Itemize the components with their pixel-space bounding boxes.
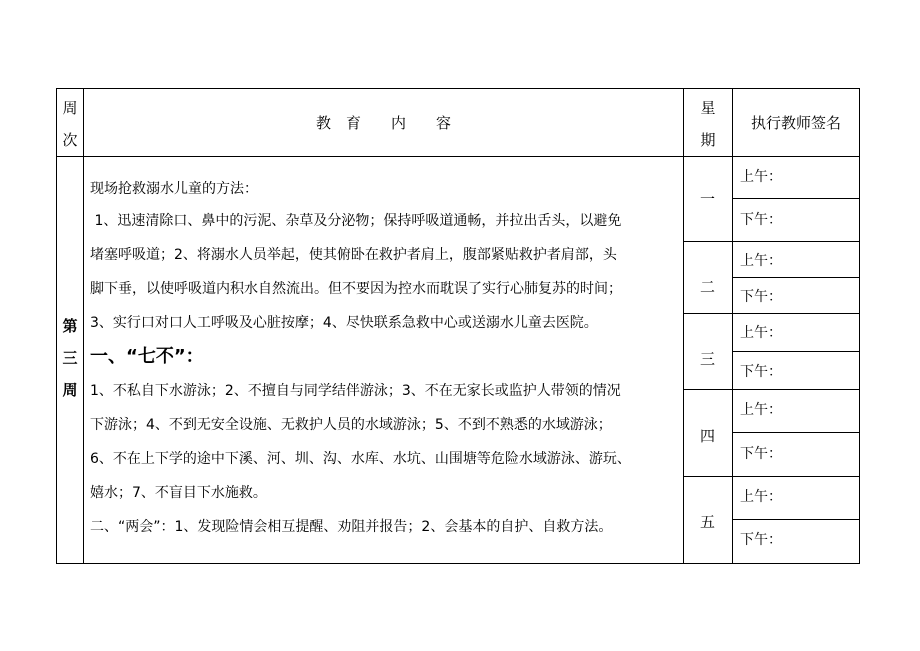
weekday-label: 三 xyxy=(699,350,715,368)
week-label-char-3: 周 xyxy=(62,381,78,399)
header-weekday-char-1: 星 xyxy=(700,99,716,117)
col-divider-3 xyxy=(732,88,733,564)
content-line: 嬉水；7、不盲目下水施救。 xyxy=(90,485,267,501)
header-signature-label: 执行教师签名 xyxy=(750,114,841,132)
header-content-label: 教 育 内 容 xyxy=(315,114,451,132)
weekday-label: 四 xyxy=(699,427,715,445)
header-weekday-char-2: 期 xyxy=(700,131,716,149)
header-signature xyxy=(733,89,859,156)
content-line: 二、“两会”：1、发现险情会相互提醒、劝阻并报告；2、会基本的自护、自救方法。 xyxy=(90,519,613,535)
pm-slot: 下午： xyxy=(740,532,782,548)
table-border-right xyxy=(859,88,860,564)
col-divider-1 xyxy=(83,88,84,564)
content-line: 6、不在上下学的途中下溪、河、圳、沟、水库、水坑、山围塘等危险水域游泳、游玩、 xyxy=(90,451,631,467)
week-label-char-1: 第 xyxy=(62,317,78,335)
day-divider xyxy=(683,389,860,390)
pm-slot: 下午： xyxy=(740,212,782,228)
day-divider xyxy=(683,313,860,314)
day-divider xyxy=(683,476,860,477)
am-slot: 上午： xyxy=(740,169,782,185)
content-line: 3、实行口对口人工呼吸及心脏按摩；4、尽快联系急救中心或送溺水儿童去医院。 xyxy=(90,315,598,331)
content-line: 脚下垂，以使呼吸道内积水自然流出。但不要因为控水而耽误了实行心肺复苏的时间； xyxy=(90,281,622,297)
pm-slot: 下午： xyxy=(740,364,782,380)
weekday-label: 一 xyxy=(699,190,715,208)
table-border-bottom xyxy=(56,563,860,564)
ampm-divider xyxy=(732,432,860,433)
am-slot: 上午： xyxy=(740,325,782,341)
header-divider xyxy=(56,156,860,157)
day-divider xyxy=(683,241,860,242)
weekday-label: 五 xyxy=(699,513,715,531)
col-divider-2 xyxy=(683,88,684,564)
header-week-char-2: 次 xyxy=(62,131,78,149)
ampm-divider xyxy=(732,277,860,278)
header-content xyxy=(84,89,683,156)
weekday-label: 二 xyxy=(699,278,715,296)
ampm-divider xyxy=(732,351,860,352)
week-label xyxy=(57,310,83,406)
header-week xyxy=(57,92,83,156)
content-line: 1、不私自下水游泳；2、不擅自与同学结伴游泳；3、不在无家长或监护人带领的情况 xyxy=(90,383,621,399)
pm-slot: 下午： xyxy=(740,446,782,462)
ampm-divider xyxy=(732,198,860,199)
header-week-char-1: 周 xyxy=(62,99,78,117)
content-line: 1、迅速清除口、鼻中的污泥、杂草及分泌物；保持呼吸道通畅，并拉出舌头，以避免 xyxy=(90,213,622,229)
header-weekday xyxy=(684,92,732,156)
content-line: 堵塞呼吸道；2、将溺水人员举起，使其俯卧在救护者肩上，腹部紧贴救护者肩部，头 xyxy=(90,247,617,263)
ampm-divider xyxy=(732,519,860,520)
content-line: 现场抢救溺水儿童的方法： xyxy=(90,181,258,197)
am-slot: 上午： xyxy=(740,402,782,418)
content-heading: 一、“七不”： xyxy=(90,346,204,367)
am-slot: 上午： xyxy=(740,489,782,505)
am-slot: 上午： xyxy=(740,253,782,269)
pm-slot: 下午： xyxy=(740,289,782,305)
content-line: 下游泳；4、不到无安全设施、无救护人员的水域游泳；5、不到不熟悉的水域游泳； xyxy=(90,417,612,433)
week-label-char-2: 三 xyxy=(62,349,78,367)
education-content xyxy=(90,174,678,544)
